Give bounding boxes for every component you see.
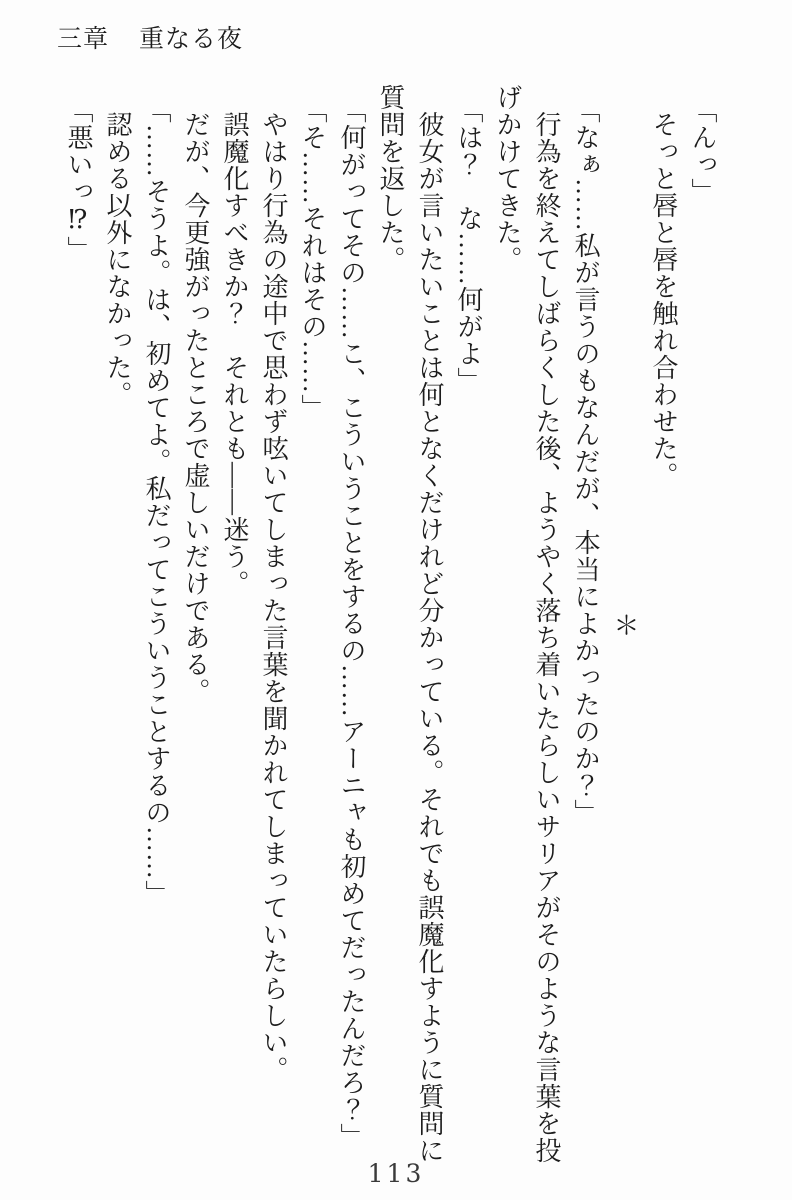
paragraph: 「んっ」 bbox=[688, 97, 717, 205]
paragraph: 「そ……それはその……」 bbox=[298, 97, 327, 421]
paragraph: 「何がってその……こ、こういうことをするの……アーニャも初めてだったんだろ？」 bbox=[337, 97, 366, 1150]
chapter-header-gap bbox=[109, 19, 139, 55]
chapter-title: 重なる夜 bbox=[139, 26, 244, 53]
paragraph: そっと唇と唇を触れ合わせた。 bbox=[649, 111, 678, 489]
paragraph: 彼女が言いたいことは何となくだけれど分かっている。それでも誤魔化すように質問に質問を返した。 bbox=[376, 84, 444, 1164]
scene-break-marker: ＊ bbox=[610, 611, 639, 639]
paragraph: 「は？ な……何がよ」 bbox=[454, 97, 483, 394]
paragraph: 「悪いっ⁉」 bbox=[64, 97, 93, 263]
body-text bbox=[59, 84, 722, 1166]
chapter-header bbox=[57, 19, 243, 55]
paragraph: 誤魔化すべきか？ それとも——迷う。 bbox=[220, 111, 249, 597]
paragraph: 「……そうよ。は、初めてよ。私だってこういうことするの……」 bbox=[142, 97, 171, 907]
paragraph: 行為を終えてしばらくした後、ようやく落ち着いたらしいサリアがそのような言葉を投げかけてきた。 bbox=[493, 84, 561, 1164]
paragraph: 「なぁ……私が言うのもなんだが、本当によかったのか？」 bbox=[571, 97, 600, 826]
chapter-number: 三章 bbox=[57, 26, 110, 53]
page-number: 113 bbox=[367, 1159, 425, 1188]
paragraph: だが、今更強がったところで虚しいだけである。 bbox=[181, 111, 210, 705]
paragraph: やはり行為の途中で思わず呟いてしまった言葉を聞かれてしまっていたらしい。 bbox=[259, 111, 288, 1083]
paragraph: 認める以外になかった。 bbox=[103, 111, 132, 408]
